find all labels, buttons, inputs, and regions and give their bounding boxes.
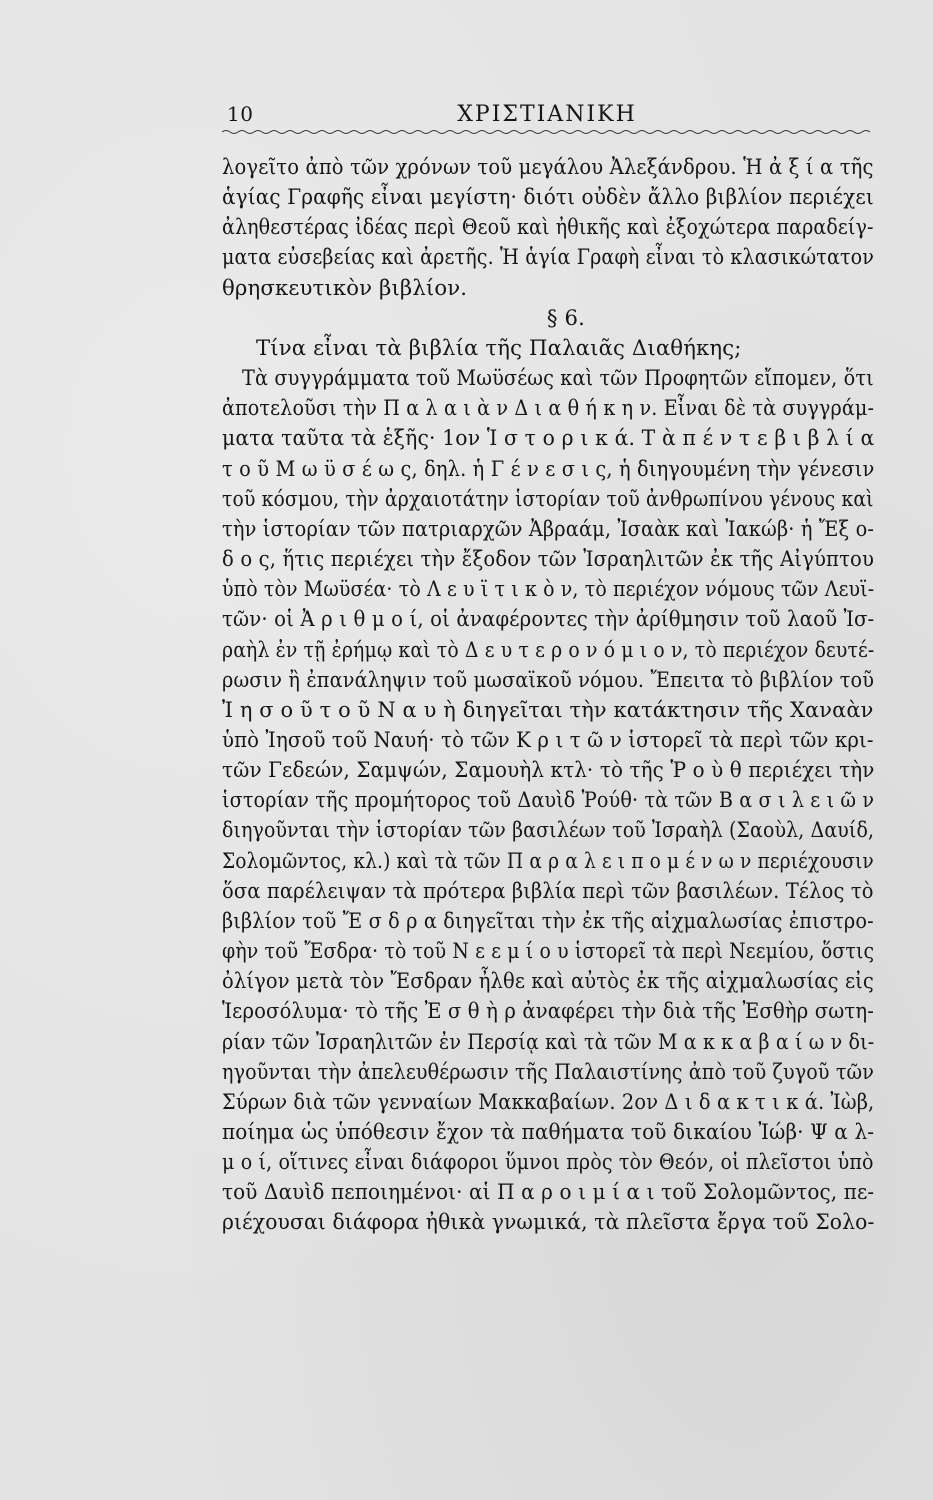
text-line: ρωσιν ἢ ἐπανάληψιν τοῦ μωσαϊκοῦ νόμου. Ἔπειτα τὸ βιβλίον τοῦ <box>222 666 875 692</box>
text-line: ματα εὐσεβείας καὶ ἀρετῆς. Ἡ ἁγία Γραφὴ εἶναι τὸ κλασικώτατον <box>222 244 875 270</box>
section-question: Τίνα εἶναι τὰ βιβλία τῆς Παλαιᾶς Διαθήκης; <box>256 334 742 360</box>
text-line: Ἰ η σ ο ῦ τ ο ῦ Ν α υ ὴ διηγεῖται τὴν κατάκτησιν τῆς Χαναὰν <box>222 696 874 722</box>
text-line: ρίαν τῶν Ἰσραηλιτῶν ἐν Περσίᾳ καὶ τὰ τῶν Μ α κ κ α β α ί ω ν δι- <box>222 1028 875 1054</box>
text-line: θρησκευτικὸν βιβλίον. <box>222 274 468 300</box>
text-line: τὴν ἱστορίαν τῶν πατριαρχῶν Ἀβραάμ, Ἰσαὰκ καὶ Ἰακώβ· ἡ Ἔξ ο- <box>222 515 875 541</box>
text-line: ἀληθεστέρας ἰδέας περὶ Θεοῦ καὶ ἠθικῆς καὶ ἐξοχώτερα παραδείγ- <box>222 214 874 240</box>
text-line: Τὰ συγγράμματα τοῦ Μωϋσέως καὶ τῶν Προφητῶν εἴπομεν, ὅτι <box>241 365 874 391</box>
text-line: τῶν· οἱ Ἀ ρ ι θ μ ο ί, οἱ ἀναφέροντες τὴν ἀρίθμησιν τοῦ λαοῦ Ἰσ- <box>222 606 875 632</box>
text-line: Σολομῶντος, κλ.) καὶ τὰ τῶν Π α ρ α λ ε ι π ο μ έ ν ω ν περιέχουσιν <box>222 847 874 873</box>
text-line: Σύρων διὰ τῶν γενναίων Μακκαβαίων. 2ον Δ ι δ α κ τ ι κ ά. Ἰὼβ, <box>222 1088 875 1114</box>
text-line: ματα ταῦτα τὰ ἑξῆς· 1ον Ἱ σ τ ο ρ ι κ ά. Τ ὰ π έ ν τ ε β ι β λ ί α <box>222 425 875 451</box>
text-line: φὴν τοῦ Ἔσδρα· τὸ τοῦ Ν ε ε μ ί ο υ ἱστορεῖ τὰ περὶ Νεεμίου, ὅστις <box>222 938 875 964</box>
text-line: ὑπὸ Ἰησοῦ τοῦ Ναυή· τὸ τῶν Κ ρ ι τ ῶ ν ἱστορεῖ τὰ περὶ τῶν κρι- <box>222 726 874 752</box>
text-line: τοῦ Δαυὶδ πεποιημένοι· αἱ Π α ρ ο ι μ ί α ι τοῦ Σολομῶντος, πε- <box>222 1179 875 1205</box>
text-line: ἁγίας Γραφῆς εἶναι μεγίστη· διότι οὐδὲν ἄλλο βιβλίον περιέχει <box>222 184 874 210</box>
text-line: ἀποτελοῦσι τὴν Π α λ α ι ὰ ν Δ ι α θ ή κ η ν. Εἶναι δὲ τὰ συγγράμ- <box>222 395 875 421</box>
text-line: ὀλίγον μετὰ τὸν Ἔσδραν ἦλθε καὶ αὐτὸς ἐκ τῆς αἰχμαλωσίας εἰς <box>222 968 874 994</box>
text-line: τοῦ κόσμου, τὴν ἀρχαιοτάτην ἱστορίαν τοῦ ἀνθρωπίνου γένους καὶ <box>222 485 874 511</box>
text-line: διηγοῦνται τὴν ἱστορίαν τῶν βασιλέων τοῦ Ἰσραὴλ (Σαοὺλ, Δαυίδ, <box>222 817 875 843</box>
text-line: Ἱεροσόλυμα· τὸ τῆς Ἐ σ θ ὴ ρ ἀναφέρει τὴν διὰ τῆς Ἐσθὴρ σωτη- <box>222 998 875 1024</box>
running-title: ΧΡΙΣΤΙΑΝΙΚΗ <box>457 102 637 127</box>
text-line: μ ο ί, οἵτινες εἶναι διάφοροι ὕμνοι πρὸς τὸν Θεόν, οἱ πλεῖστοι ὑπὸ <box>222 1149 874 1175</box>
text-line: δ ο ς, ἥτις περιέχει τὴν ἔξοδον τῶν Ἰσραηλιτῶν ἐκ τῆς Αἰγύπτου <box>222 546 875 572</box>
text-line: ὅσα παρέλειψαν τὰ πρότερα βιβλία περὶ τῶν βασιλέων. Τέλος τὸ <box>222 877 874 903</box>
text-line: ηγοῦνται τὴν ἀπελευθέρωσιν τῆς Παλαιστίνης ἀπὸ τοῦ ζυγοῦ τῶν <box>222 1058 874 1084</box>
text-line: ριέχουσαι διάφορα ἠθικὰ γνωμικά, τὰ πλεῖστα ἔργα τοῦ Σολο- <box>222 1209 875 1235</box>
text-line: βιβλίον τοῦ Ἔ σ δ ρ α διηγεῖται τὴν ἐκ τῆς αἰχμαλωσίας ἐπιστρο- <box>222 907 874 933</box>
page-number: 10 <box>227 102 254 126</box>
text-line: ραὴλ ἐν τῇ ἐρήμῳ καὶ τὸ Δ ε υ τ ε ρ ο ν ό μ ι ο ν, τὸ περιέχον δευτέ- <box>222 636 875 662</box>
header-ornamental-rule <box>222 128 872 136</box>
text-line: τ ο ῦ Μ ω ϋ σ έ ω ς, δηλ. ἡ Γ έ ν ε σ ι ς, ἡ διηγουμένη τὴν γένεσιν <box>222 455 875 481</box>
text-line: ἱστορίαν τῆς προμήτορος τοῦ Δαυὶδ Ῥούθ· τὰ τῶν Β α σ ι λ ε ι ῶ ν <box>222 787 875 813</box>
section-heading: § 6. <box>546 304 586 330</box>
body-text <box>222 152 874 1238</box>
text-line: ποίημα ὡς ὑπόθεσιν ἔχον τὰ παθήματα τοῦ δικαίου Ἰώβ· Ψ α λ- <box>222 1119 875 1144</box>
text-line: ὑπὸ τὸν Μωϋσέα· τὸ Λ ε υ ϊ τ ι κ ὸ ν, τὸ περιέχον νόμους τῶν Λευϊ- <box>222 576 875 602</box>
text-line: λογεῖτο ἀπὸ τῶν χρόνων τοῦ μεγάλου Ἀλεξάνδρου. Ἡ ἀ ξ ί α τῆς <box>222 154 874 179</box>
text-line: τῶν Γεδεών, Σαμψών, Σαμουὴλ κτλ· τὸ τῆς Ῥ ο ὺ θ περιέχει τὴν <box>222 757 875 783</box>
